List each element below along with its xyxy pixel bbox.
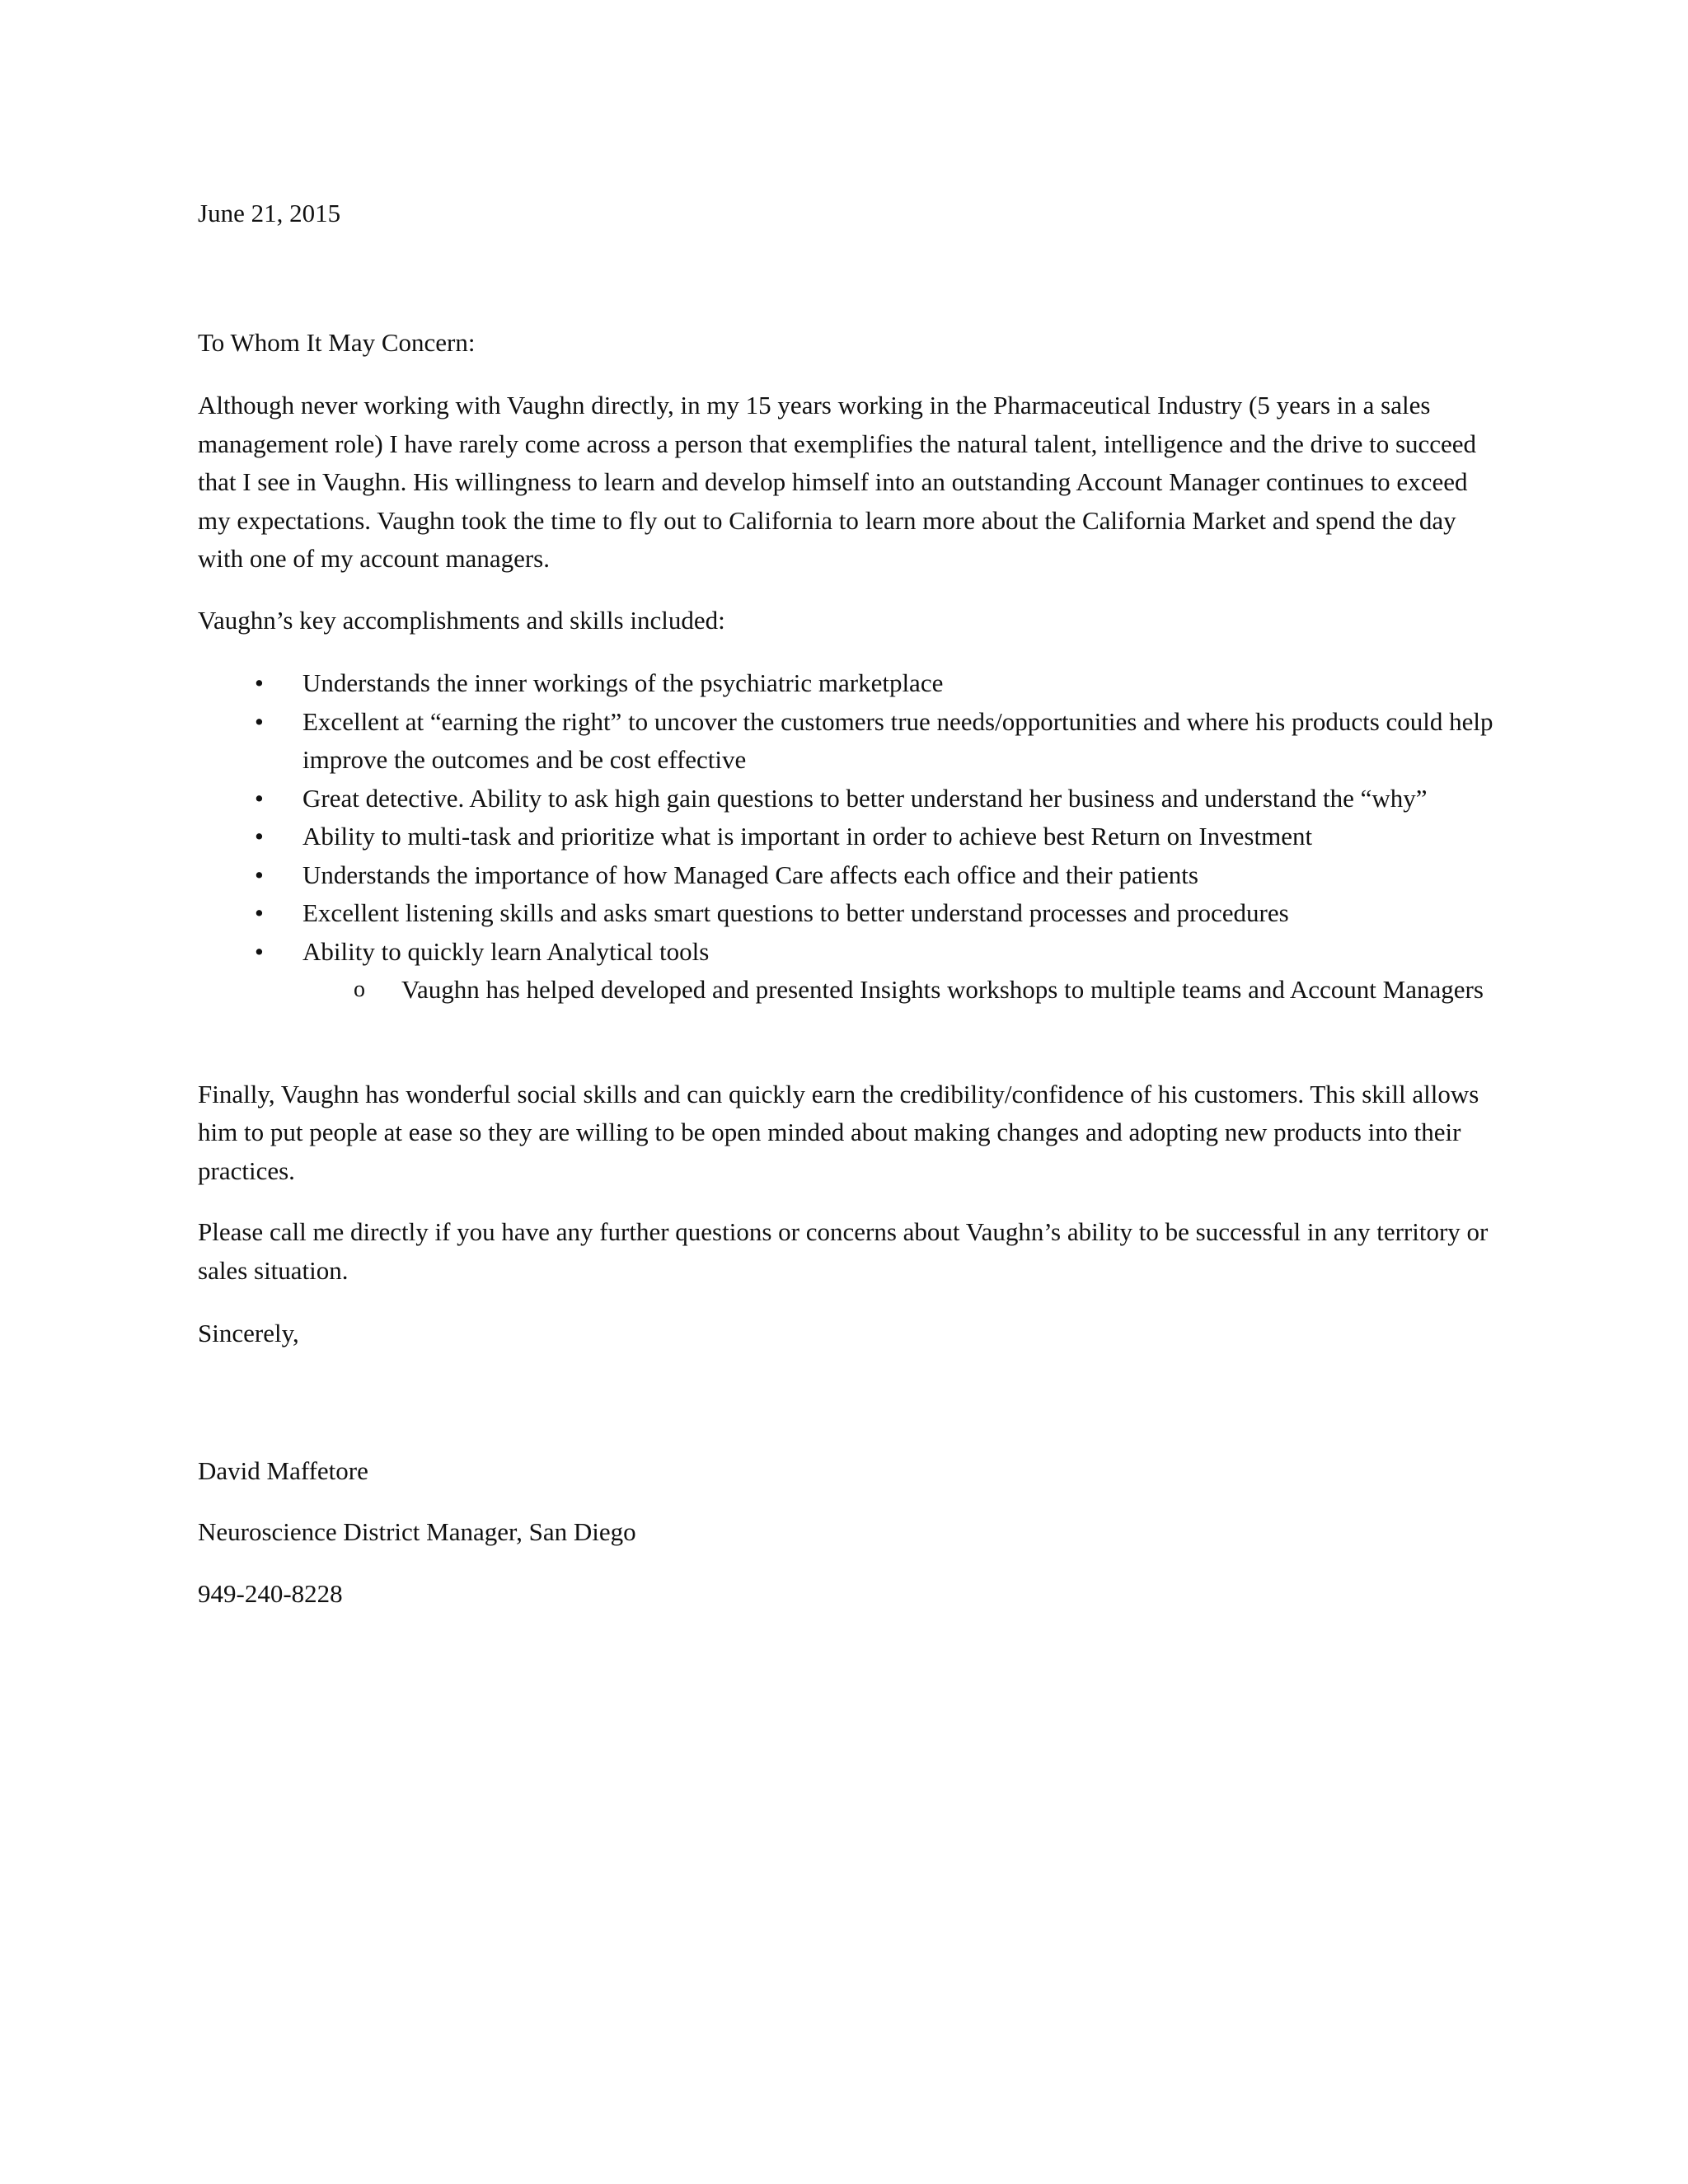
signer-name: David Maffetore [198,1455,368,1485]
signer-title: Neuroscience District Manager, San Diego [198,1517,636,1546]
skill-item: • Understands the inner workings of the psychiatric marketplace [198,664,1500,703]
skill-item: • Excellent at “earning the right” to uncover the customers true needs/opportunities and where his products could help improve the outcomes and be cost effective [198,703,1500,780]
sub-skill-item: o Vaughn has helped developed and presented Insights workshops to multiple teams and Account Managers [302,971,1500,1010]
letter-body [198,194,1500,1613]
skills-list [198,664,1500,1010]
letter-date: June 21, 2015 [198,199,341,227]
call-paragraph: Please call me directly if you have any further questions or concerns about Vaughn’s ability to be successful in any territory or sales situation. [198,1217,1489,1285]
closing-paragraph: Finally, Vaughn has wonderful social skills and can quickly earn the credibility/confidence of his customers. This skill allows him to put people at ease so they are willing to be open minded about making changes and adopting new products into their practices. [198,1079,1479,1185]
skills-lead: Vaughn’s key accomplishments and skills included: [198,605,725,635]
skill-item: • Ability to multi-task and prioritize what is important in order to achieve best Return on Investment [198,818,1500,856]
salutation: To Whom It May Concern: [198,327,476,357]
skill-item: • Excellent listening skills and asks smart questions to better understand processes and procedures [198,894,1500,933]
skill-item-analytical [198,933,1500,1010]
signoff: Sincerely, [198,1319,299,1347]
signer-phone: 949-240-8228 [198,1578,343,1608]
skill-item: • Great detective. Ability to ask high gain questions to better understand her business and understand the “why” [198,780,1500,818]
skill-item-text: Ability to quickly learn Analytical tools [302,936,710,966]
intro-paragraph: Although never working with Vaughn directly, in my 15 years working in the Pharmaceutical Industry (5 years in a sales management role) I have rarely come across a person that exemplifies the natural talent, intelligence and the drive to succeed that I see in Vaughn. His willingness to learn and develop himself into an outstanding Account Manager continues to exceed my expectations. Vaughn took the time to fly out to California to learn more about the California Market and spend the day with one of my account managers. [198,391,1477,573]
skill-item: • Understands the importance of how Managed Care affects each office and their patients [198,856,1500,895]
sub-skills-list [302,971,1500,1010]
